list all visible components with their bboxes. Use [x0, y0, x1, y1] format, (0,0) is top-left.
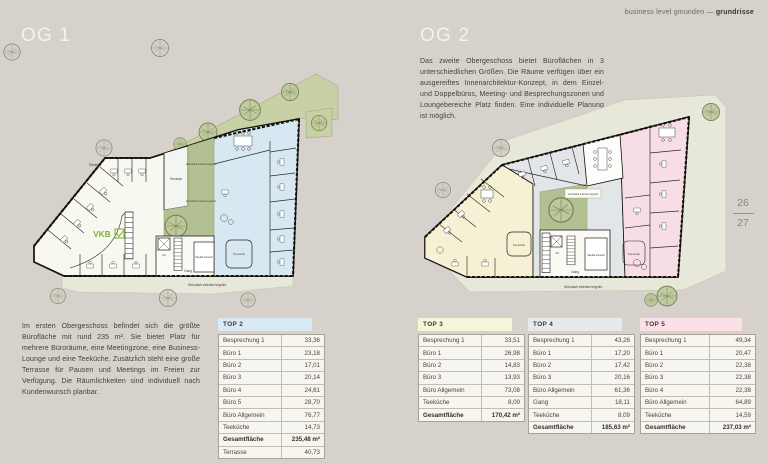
room-label: Büro 1	[419, 347, 482, 358]
room-label: Büro 5	[219, 397, 282, 408]
room-label: Besprechung 1	[529, 335, 592, 346]
meeting-table	[659, 128, 675, 137]
table-row	[419, 371, 524, 383]
page-number-divider	[733, 213, 754, 214]
room-area-value: 28,70	[304, 399, 320, 407]
sanitary-label: Sanitär-bereich	[587, 254, 605, 257]
room-area-value: 73,08	[504, 386, 520, 394]
tree-icon	[96, 140, 112, 156]
table-body	[218, 334, 325, 459]
room-area-value: 49,34	[735, 337, 751, 345]
tree-icon	[4, 44, 20, 60]
room-area-value: 20,16	[614, 374, 630, 382]
room-area-value: 14,73	[304, 423, 320, 431]
table-row	[219, 371, 324, 383]
room-label: Terrasse	[219, 447, 282, 458]
table-row	[529, 335, 634, 346]
tea-kitchen-label: Tee-küche	[628, 253, 640, 256]
room-area-value: 22,38	[735, 386, 751, 394]
room-area-value: 33,36	[304, 337, 320, 345]
room-label: Gesamtfläche	[641, 422, 710, 433]
room-label: Büro Allgemein	[219, 409, 282, 420]
room-area-value: 14,83	[504, 361, 520, 369]
room-area-value: 24,61	[304, 386, 320, 394]
table-row	[641, 371, 755, 383]
tree-icon	[50, 288, 65, 303]
table-title-top4: TOP 4	[528, 318, 622, 331]
table-row	[219, 408, 324, 420]
table-body	[640, 334, 756, 434]
terrasse-label: Terrasse	[88, 163, 102, 167]
og1-roof-band-bottom	[62, 276, 293, 294]
stairs-icon	[542, 233, 550, 273]
table-row	[219, 359, 324, 371]
table-row	[419, 335, 524, 346]
room-area-value: 61,36	[614, 386, 630, 394]
room-area-value: 40,73	[304, 448, 320, 456]
room-area-value: 23,18	[304, 349, 320, 357]
room-area-value: 76,77	[304, 411, 320, 419]
room-label: Gang	[529, 397, 592, 408]
table-row	[529, 396, 634, 408]
tree-icon	[281, 83, 298, 100]
room-area-value: 43,26	[614, 337, 630, 345]
table-row	[641, 384, 755, 396]
sanitary-label: Sanitär-bereich	[195, 256, 213, 259]
table-row	[529, 408, 634, 420]
room-label: Teeküche	[419, 397, 482, 408]
stairs-icon	[567, 236, 575, 265]
room-area-value: 235,48 m²	[291, 436, 320, 444]
tree-icon	[311, 115, 326, 130]
table-row	[641, 408, 755, 420]
tea-kitchen-label: Tee-küche	[513, 244, 525, 247]
table-body	[528, 334, 635, 434]
room-area-value: 18,11	[614, 399, 630, 407]
meeting-table	[234, 136, 252, 146]
table-row	[419, 396, 524, 408]
room-area-value: 33,51	[504, 337, 520, 345]
room-label: Büro 1	[529, 347, 592, 358]
room-area-value: 64,89	[735, 399, 751, 407]
room-label: Büro 2	[219, 360, 282, 371]
og1-description: Im ersten Obergeschoss befindet sich die größte Bürofläche mit rund 235 m². Sie bietet Platz für mehrere Büroräume, eine Meetingzone, eine Business-Lounge und eine Teeküche. Zusätzlich steht eine große Terrasse für Pausen und Meetings im Freien zur Verfügung. Die Räumlichkeiten sind individuell nach Kundenwunsch planbar.	[22, 323, 200, 397]
table-row	[219, 384, 324, 396]
room-label: Gesamtfläche	[219, 434, 282, 445]
meeting-table	[598, 148, 607, 170]
table-row	[641, 335, 755, 346]
table-row	[641, 396, 755, 408]
table-title-top3: TOP 3	[418, 318, 512, 331]
page-header	[625, 9, 754, 16]
room-label: Büro 2	[529, 360, 592, 371]
table-row	[419, 408, 524, 420]
room-label: Büro 2	[641, 360, 710, 371]
room-label: Büro 1	[641, 347, 710, 358]
area-table-top5	[640, 318, 756, 434]
tree-icon	[240, 100, 261, 121]
table-row	[529, 359, 634, 371]
room-area-value: 14,59	[735, 411, 751, 419]
room-area-value: 20,14	[304, 374, 320, 382]
room-label: Teeküche	[529, 409, 592, 420]
tree-icon	[702, 103, 719, 120]
header-section: grundrisse	[715, 9, 754, 16]
table-body	[418, 334, 525, 422]
tea-kitchen-label: Tee-küche	[233, 253, 245, 256]
room-area-value: 170,42 m²	[491, 411, 520, 419]
og1-title: OG 1	[21, 25, 72, 46]
room-label: Büro 4	[641, 385, 710, 396]
room-label: Büro Allgemein	[419, 385, 482, 396]
og1-floor-plan	[18, 40, 348, 305]
tree-icon	[159, 289, 176, 306]
table-row	[529, 346, 634, 358]
room-label: Büro 2	[419, 360, 482, 371]
room-label: Büro Allgemein	[529, 385, 592, 396]
tree-icon	[241, 293, 255, 307]
room-label: Büro 3	[419, 372, 482, 383]
room-label: Gesamtfläche	[529, 422, 592, 433]
green-roof-label: Gründach extensiv begrünt	[563, 285, 603, 289]
table-row	[529, 384, 634, 396]
room-label: Büro 4	[219, 385, 282, 396]
stairs-icon	[174, 238, 182, 270]
room-label: Büro Allgemein	[641, 397, 710, 408]
green-roof-label: Gründach intensiv begrünt	[567, 193, 599, 196]
area-table-top2	[218, 318, 325, 459]
tree-icon	[492, 139, 509, 156]
table-row	[419, 346, 524, 358]
tree-icon	[657, 286, 677, 306]
table-row	[419, 359, 524, 371]
room-area-value: 22,38	[735, 361, 751, 369]
table-row	[641, 346, 755, 358]
table-row	[641, 359, 755, 371]
page-number-left: 26	[737, 197, 749, 209]
meeting-table	[481, 190, 493, 198]
room-area-value: 17,42	[614, 361, 630, 369]
og2-description: Das zweite Obergeschoss bietet Büroflächen in 3 unterschiedlichen Größen. Die Räume verfügen über ein ausgereiftes Innenarchitektur-Konzept, in dem Einzel- und Doppelbüros, Meeting- und Besprechungszonen und Loungebereiche Platz finden. Eine individuelle Planung ist möglich.	[420, 58, 604, 121]
room-area-value: 8,09	[617, 411, 630, 419]
room-label: Teeküche	[219, 422, 282, 433]
room-label: Büro 3	[219, 372, 282, 383]
room-area-value: 22,38	[735, 374, 751, 382]
room-area-value: 26,98	[504, 349, 520, 357]
room-label: Besprechung 1	[219, 335, 282, 346]
table-row	[219, 446, 324, 458]
table-title-top5: TOP 5	[640, 318, 742, 331]
green-roof-label: Gründach intensiv begrünt	[185, 200, 217, 203]
og2-floor-plan	[415, 78, 745, 323]
room-area-value: 185,63 m²	[601, 423, 630, 431]
lift-label: Lift	[555, 252, 559, 255]
table-row	[219, 421, 324, 433]
lift-label: Lift	[162, 254, 166, 257]
table-row	[219, 335, 324, 346]
stairs-icon	[125, 212, 133, 259]
header-location: business level gmunden	[624, 9, 705, 16]
room-area-value: 13,93	[504, 374, 520, 382]
table-row	[529, 421, 634, 433]
room-label: Teeküche	[641, 409, 710, 420]
room-label: Besprechung 1	[641, 335, 710, 346]
room-label: Büro 1	[219, 347, 282, 358]
tree-icon	[151, 39, 168, 56]
tree-icon	[165, 215, 187, 237]
area-table-top3	[418, 318, 525, 422]
room-area-value: 20,47	[735, 349, 751, 357]
room-area-value: 8,09	[507, 399, 520, 407]
gang-label: Gang	[184, 269, 192, 273]
header-separator: —	[706, 9, 714, 16]
terrasse-label: Terrasse	[169, 177, 183, 181]
room-label: Büro 3	[641, 372, 710, 383]
table-row	[419, 384, 524, 396]
og2-title: OG 2	[420, 25, 471, 46]
room-area-value: 237,03 m²	[722, 423, 751, 431]
gang-label: Gang	[571, 270, 579, 274]
tree-icon	[549, 198, 573, 222]
room-label: Besprechung 1	[419, 335, 482, 346]
green-roof-label: Gründach extensiv begrünt	[187, 283, 227, 287]
page-number-right: 27	[737, 216, 749, 229]
table-title-top2: TOP 2	[218, 318, 312, 331]
page-number	[729, 196, 757, 232]
area-table-top4	[528, 318, 635, 434]
table-row	[641, 421, 755, 433]
vkb-logo: VKB	[93, 230, 111, 239]
table-row	[529, 371, 634, 383]
table-row	[219, 346, 324, 358]
room-label: Gesamtfläche	[419, 409, 482, 420]
table-row	[219, 433, 324, 445]
room-area-value: 17,01	[304, 361, 320, 369]
tree-icon	[645, 294, 658, 307]
room-area-value: 17,20	[614, 349, 630, 357]
tree-icon	[435, 182, 450, 197]
green-roof-label: Gründach intensiv begrünt	[185, 163, 217, 166]
table-row	[219, 396, 324, 408]
room-label: Büro 3	[529, 372, 592, 383]
